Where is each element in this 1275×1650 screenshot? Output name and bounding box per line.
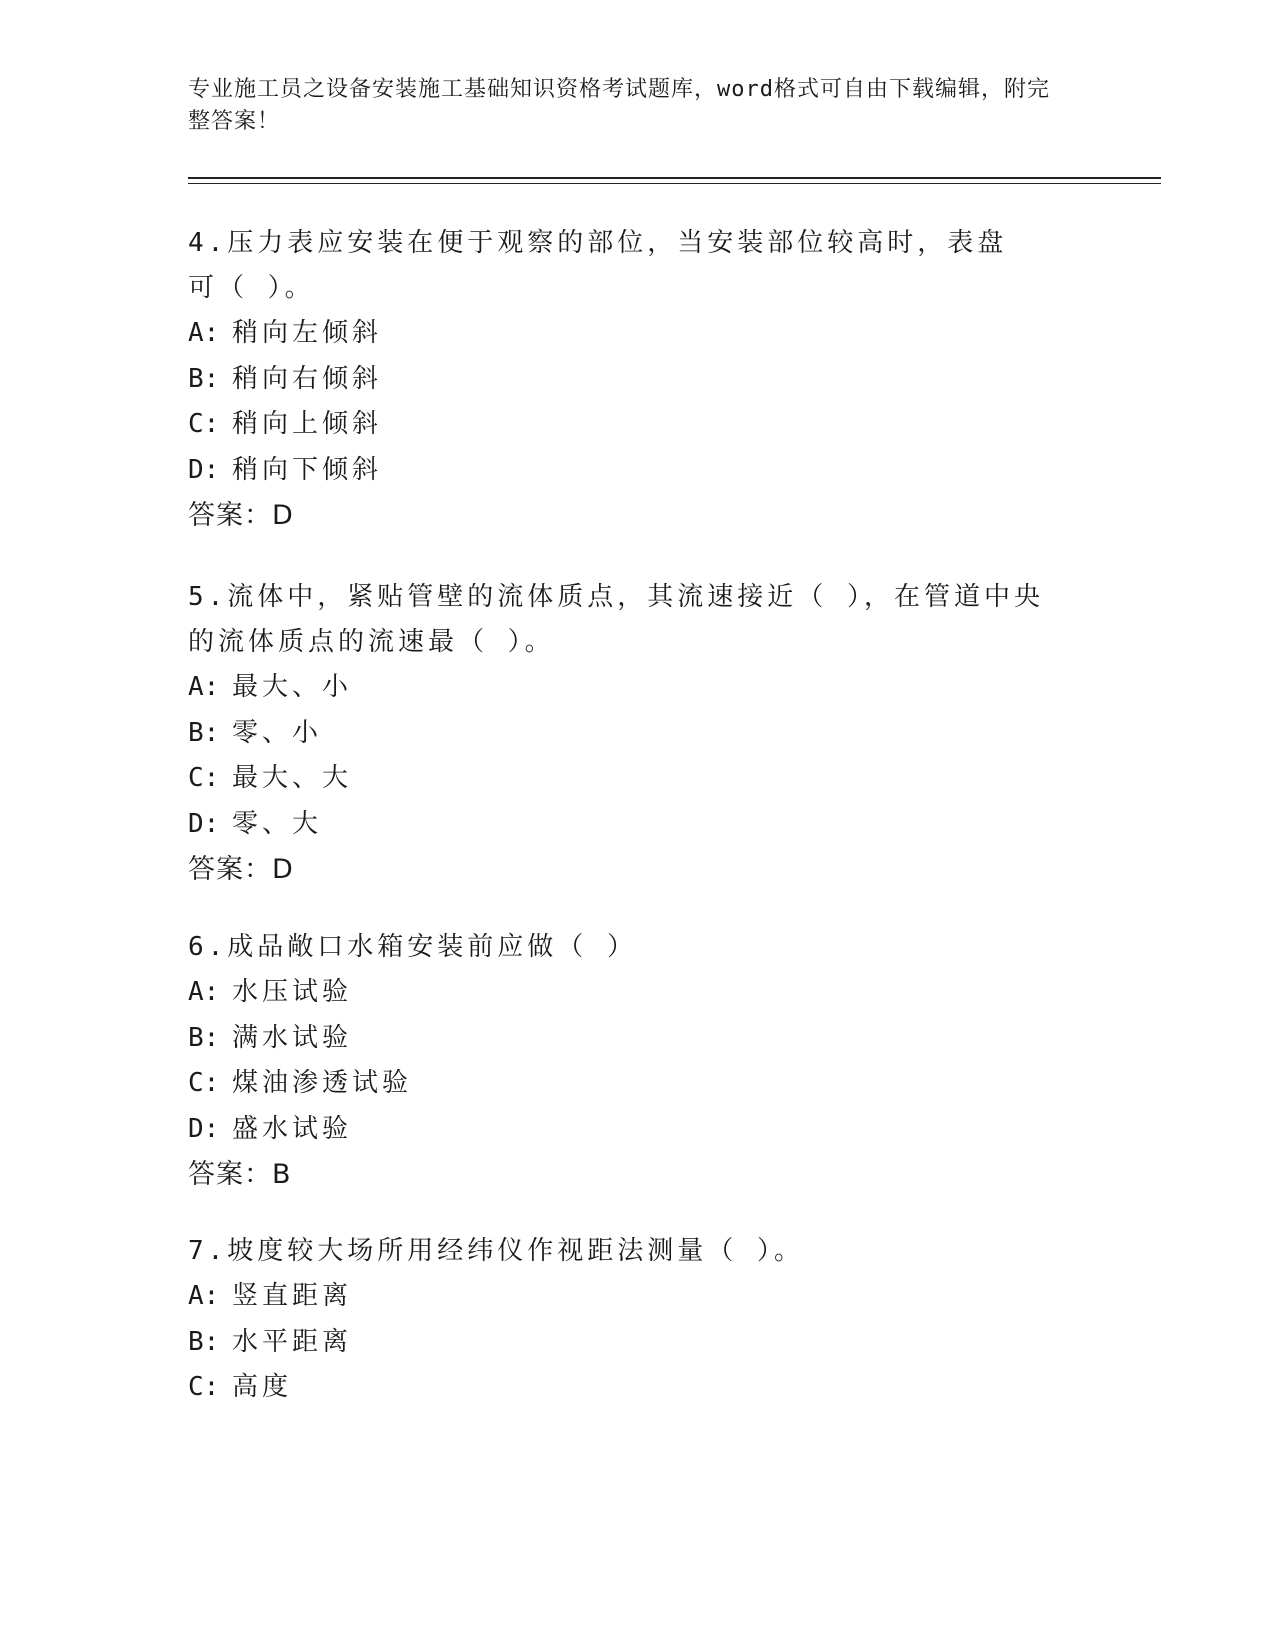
document-header: 专业施工员之设备安装施工基础知识资格考试题库，word格式可自由下载编辑，附完整答案！ <box>188 77 1050 134</box>
question-stem: 7.坡度较大场所用经纬仪作视距法测量（ ）。 <box>188 1236 804 1266</box>
answer-label: 答案：B <box>188 1159 292 1190</box>
option-letter: B: <box>188 717 220 748</box>
option-a <box>188 1274 1088 1320</box>
option-text: 满水试验 <box>232 1022 353 1053</box>
question-stem: 5.流体中，紧贴管壁的流体质点，其流速接近（ ），在管道中央的流体质点的流速最（ ）。 <box>188 582 1044 657</box>
option-letter: C: <box>188 409 220 439</box>
option-text: 煤油渗透试验 <box>232 1068 413 1098</box>
option-letter: C: <box>188 1068 220 1098</box>
option-text: 最大、大 <box>232 763 353 793</box>
option-letter: D: <box>188 454 220 485</box>
question-4 <box>188 221 1088 539</box>
option-b <box>188 1016 1088 1062</box>
answer-label: 答案：D <box>188 854 294 885</box>
option-letter: A: <box>188 977 220 1007</box>
question-stem: 4.压力表应安装在便于观察的部位，当安装部位较高时，表盘可（ ）。 <box>188 228 1008 303</box>
option-letter: B: <box>188 363 220 394</box>
option-text: 稍向左倾斜 <box>232 318 383 348</box>
option-text: 高度 <box>232 1372 293 1402</box>
option-text: 最大、小 <box>232 672 353 702</box>
option-letter: C: <box>188 763 220 793</box>
option-b <box>188 1320 1088 1366</box>
option-d <box>188 448 1088 494</box>
question-7 <box>188 1229 1088 1411</box>
option-a <box>188 665 1088 711</box>
option-text: 水平距离 <box>232 1326 353 1357</box>
option-text: 稍向上倾斜 <box>232 409 383 439</box>
option-letter: A: <box>188 672 220 702</box>
option-d <box>188 802 1088 848</box>
option-letter: B: <box>188 1326 220 1357</box>
option-c <box>188 756 1088 802</box>
option-c <box>188 1365 1088 1411</box>
option-a <box>188 311 1088 357</box>
option-letter: C: <box>188 1372 220 1402</box>
option-text: 竖直距离 <box>232 1281 353 1311</box>
option-letter: A: <box>188 1281 220 1311</box>
question-5 <box>188 575 1088 893</box>
option-a <box>188 970 1088 1016</box>
option-letter: D: <box>188 808 220 839</box>
question-6 <box>188 925 1088 1198</box>
option-letter: B: <box>188 1022 220 1053</box>
option-b <box>188 357 1088 403</box>
question-stem: 6.成品敞口水箱安装前应做（ ） <box>188 932 637 962</box>
option-text: 盛水试验 <box>232 1113 353 1144</box>
option-text: 零、大 <box>232 808 323 839</box>
header-divider-thick <box>188 177 1161 179</box>
option-letter: A: <box>188 318 220 348</box>
option-c <box>188 402 1088 448</box>
answer-label: 答案：D <box>188 500 294 531</box>
option-text: 稍向下倾斜 <box>232 454 383 485</box>
option-c <box>188 1061 1088 1107</box>
option-letter: D: <box>188 1113 220 1144</box>
option-text: 水压试验 <box>232 977 353 1007</box>
header-divider-thin <box>188 183 1161 184</box>
option-b <box>188 711 1088 757</box>
option-d <box>188 1107 1088 1153</box>
option-text: 稍向右倾斜 <box>232 363 383 394</box>
option-text: 零、小 <box>232 717 323 748</box>
